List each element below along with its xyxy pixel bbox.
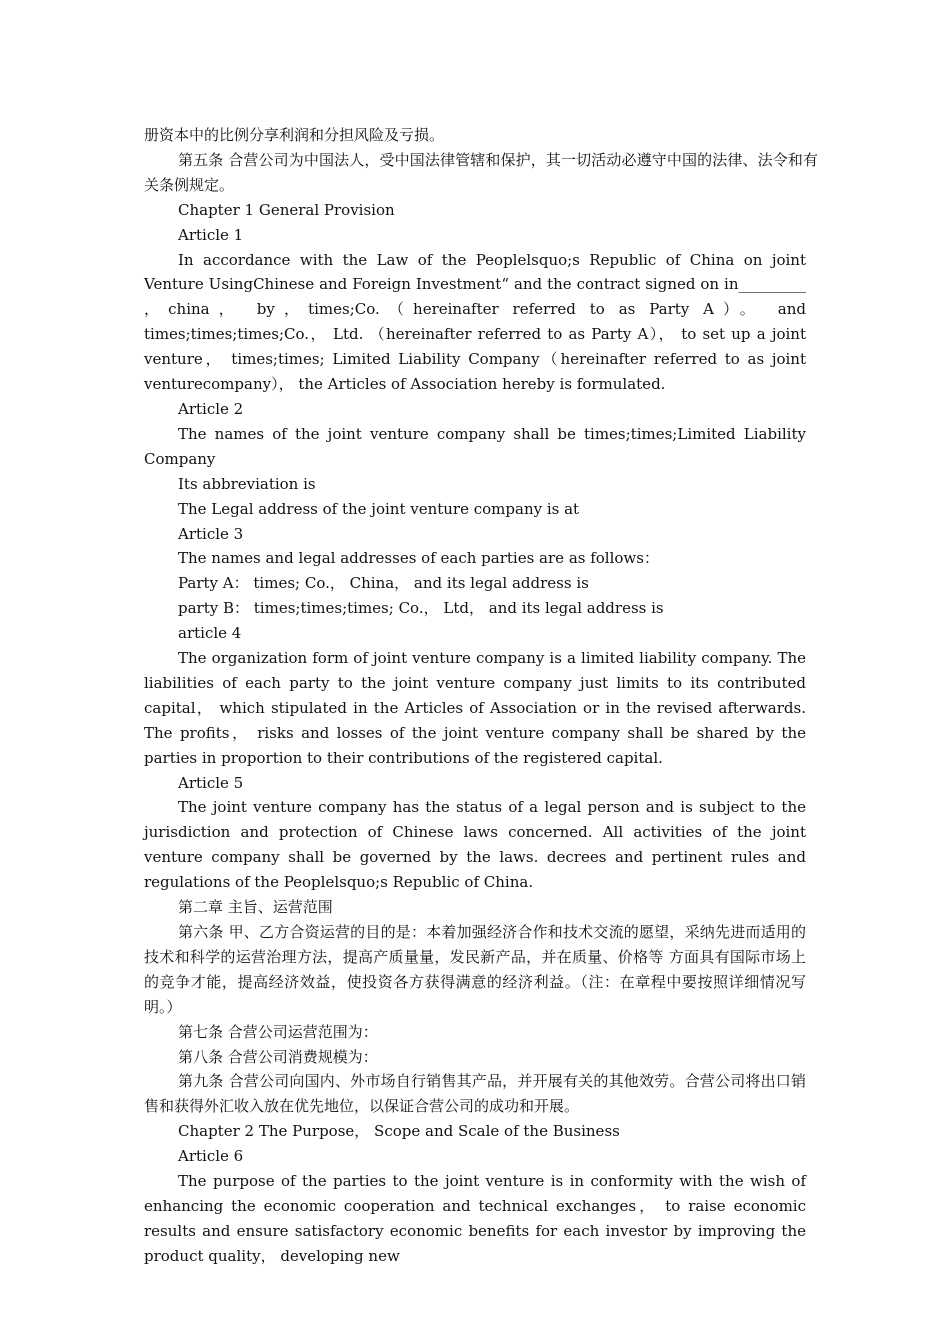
article-4-body: The organization form of joint venture company is a limited liability company. The liabilities of each party to the joint venture company just limits to its contributed capital， which stipulated in the Articles of Association or in the revised afterwards. The profits， risks and losses of the joint venture company shall be shared by the parties in proportion to their contributions of the registered capital. bbox=[144, 649, 806, 767]
paragraph-article-5-cn: 第五条 合营公司为中国法人，受中国法律管辖和保护，其一切活动必遵守中国的法律、法令和有关条例规定。 bbox=[144, 150, 818, 194]
article-1-body: In accordance with the Law of the Peoplelsquo;s Republic of China on joint Venture UsingChinese and Foreign Investment“ and the contract signed on in_________ ，china， by，times;Co.（hereinafter referred to as Party A）。 and times;times;times;Co.， Ltd. （hereinafter referred to as Party A）， to set up a joint venture， times;times; Limited Liability Company（hereinafter referred to as joint venturecompany）， the Articles of Association hereby is formulated. bbox=[144, 250, 806, 394]
chapter-1-heading: Chapter 1 General Provision bbox=[178, 200, 395, 219]
document-page bbox=[144, 123, 818, 1269]
article-5-heading: Article 5 bbox=[178, 773, 244, 792]
article-2-name: The names of the joint venture company shall be times;times;Limited Liability Company bbox=[144, 424, 806, 468]
article-4-heading: article 4 bbox=[178, 624, 242, 643]
article-8-cn: 第八条 合营公司消费规模为： bbox=[178, 1047, 378, 1066]
article-1-heading: Article 1 bbox=[178, 225, 244, 244]
article-6-heading-en: Article 6 bbox=[178, 1147, 244, 1166]
article-2-address: The Legal address of the joint venture company is at bbox=[178, 499, 580, 518]
article-7-cn: 第七条 合营公司运营范围为： bbox=[178, 1022, 378, 1041]
article-5-body: The joint venture company has the status of a legal person and is subject to the jurisdiction and protection of Chinese laws concerned. All activities of the joint venture company shall be governed by the laws. decrees and pertinent rules and regulations of the Peoplelsquo;s Republic of China. bbox=[144, 798, 806, 892]
article-3-intro: The names and legal addresses of each parties are as follows： bbox=[178, 549, 659, 568]
chapter-2-heading-cn: 第二章 主旨、运营范围 bbox=[178, 898, 333, 917]
article-3-party-b: party B： times;times;times; Co.， Ltd， and its legal address is bbox=[178, 599, 664, 618]
article-6-body-en: The purpose of the parties to the joint venture is in conformity with the wish of enhancing the economic cooperation and technical exchanges， to raise economic results and ensure satisfactory economic benefits for each investor by improving the product quality， developing new bbox=[144, 1172, 806, 1265]
article-3-party-a: Party A： times; Co.， China， and its legal address is bbox=[178, 574, 589, 593]
chapter-2-heading-en: Chapter 2 The Purpose， Scope and Scale of the Business bbox=[178, 1122, 620, 1141]
article-6-body-cn: 第六条 甲、乙方合资运营的目的是：本着加强经济合作和技术交流的愿望，采纳先进而适用的技术和科学的运营治理方法，提高产质量量，发民新产品，并在质量、价格等 方面具有国际市场上的竞争才能，提高经济效益，使投资各方获得满意的经济利益。（注：在章程中要按照详细情况写明。） bbox=[144, 923, 806, 1016]
article-2-abbreviation: Its abbreviation is bbox=[178, 474, 316, 493]
article-9-cn: 第九条 合营公司向国内、外市场自行销售其产品，并开展有关的其他效劳。合营公司将出口销售和获得外汇收入放在优先地位，以保证合营公司的成功和开展。 bbox=[144, 1072, 806, 1116]
article-3-heading: Article 3 bbox=[178, 524, 244, 543]
paragraph-capital-ratio: 册资本中的比例分享利润和分担风险及亏损。 bbox=[144, 126, 445, 144]
article-2-heading: Article 2 bbox=[178, 399, 244, 418]
